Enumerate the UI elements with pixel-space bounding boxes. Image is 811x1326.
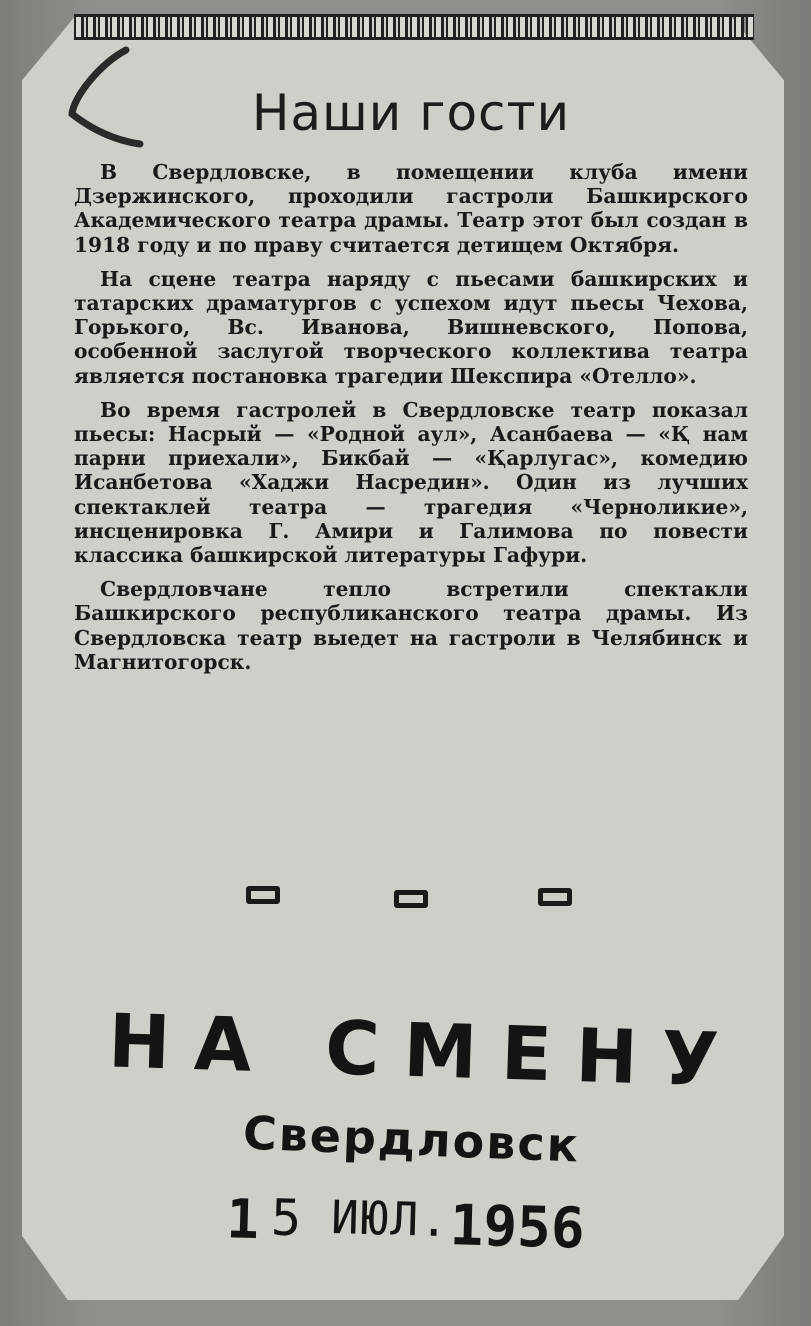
article-paragraph: Во время гастролей в Свердловске театр показал пьесы: Насрый — «Родной аул», Асанбаева — «Қ нам парни приехали», Бикбай — «Қарлугас», комедию Исанбетова «Хаджи Насредин». Один из лучших спектаклей театра — трагедия «Черноликие», инсценировка Г. Амири и Галимова по повести классика башкирской литературы Гафури. <box>74 397 748 568</box>
stamp-date-day-tens: 1 <box>225 1187 260 1252</box>
separator-box-icon <box>394 890 428 908</box>
article-paragraph: Свердловчане тепло встретили спектакли Башкирского республиканского театра драмы. Из Свердловска театр выедет на гастроли в Челябинск и Магнитогорск. <box>74 577 748 674</box>
stamp-city: Свердловск <box>242 1105 581 1173</box>
stamp-date-day-units: 5 <box>270 1188 302 1248</box>
article-headline: Наши гости <box>251 84 571 142</box>
article <box>74 84 748 684</box>
separator-box-icon <box>246 886 280 904</box>
article-paragraph: В Свердловске, в помещении клуба имени Дзержинского, проходили гастроли Башкирского Академического театра драмы. Театр этот был создан в 1918 году и по праву считается детищем Октября. <box>74 160 748 257</box>
stamp-newspaper-name: НА СМЕНУ <box>107 998 744 1105</box>
section-separator <box>0 880 811 910</box>
stamp-date-year: 1956 <box>448 1193 586 1262</box>
separator-box-icon <box>538 888 572 906</box>
article-paragraph: На сцене театра наряду с пьесами башкирских и татарских драматургов с успехом идут пьесы Чехова, Горького, Вс. Иванова, Вишневского, Попова, особенной заслугой творческого коллектива театра является постановка трагедии Шекспира «Отелло». <box>74 266 748 388</box>
stamp-date-month: ИЮЛ. <box>330 1190 451 1248</box>
perforated-edge <box>74 14 754 40</box>
